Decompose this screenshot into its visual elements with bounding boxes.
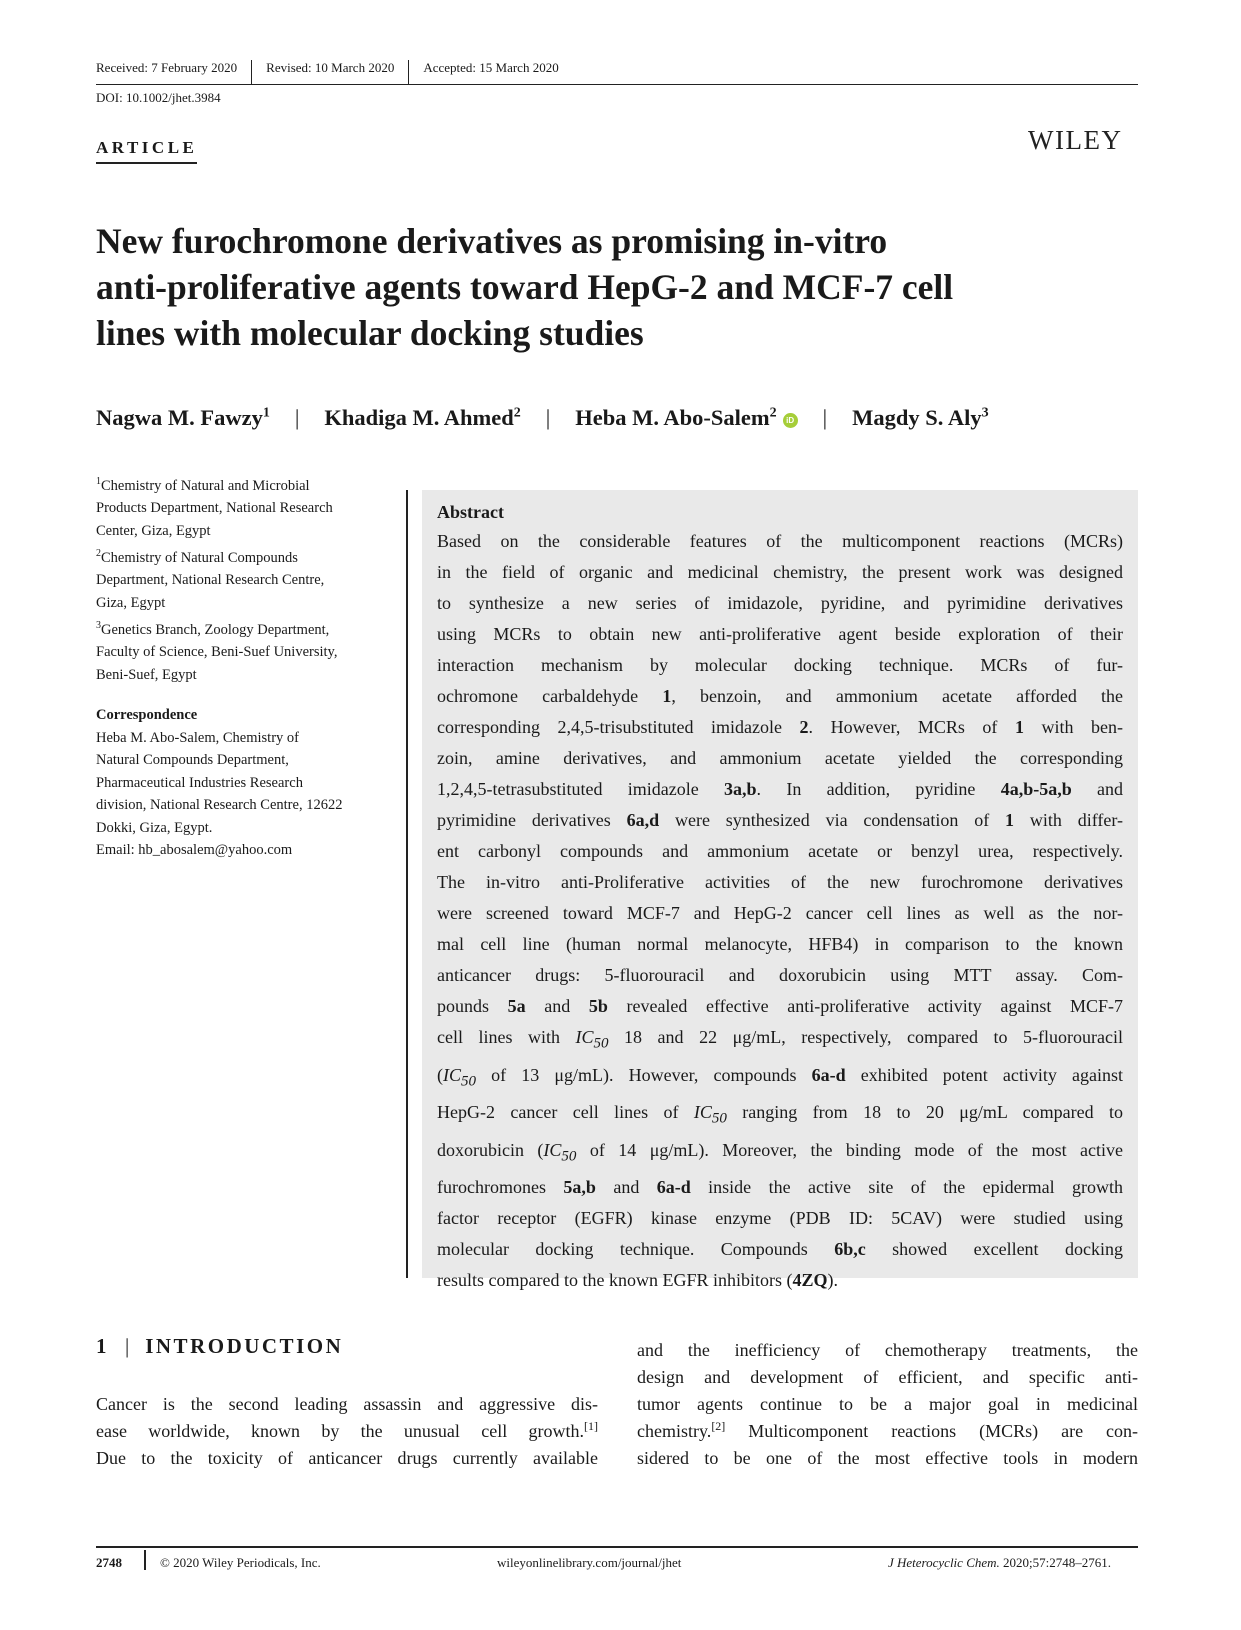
abstract-heading: Abstract bbox=[437, 502, 504, 522]
text-line: zoin, amine derivatives, and ammonium acetate yielded the corresponding bbox=[437, 748, 1123, 768]
text-line: ease worldwide, known by the unusual cell growth.[1] bbox=[96, 1419, 598, 1441]
author-separator: | bbox=[822, 405, 828, 430]
text-line: 1,2,4,5-tetrasubstituted imidazole 3a,b. In addition, pyridine 4a,b-5a,b and bbox=[437, 779, 1123, 799]
text-line: ochromone carbaldehyde 1, benzoin, and ammonium acetate afforded the bbox=[437, 686, 1123, 706]
abstract-box bbox=[422, 490, 1138, 1291]
title-line: lines with molecular docking studies bbox=[96, 313, 644, 353]
text-line: and the inefficiency of chemotherapy treatments, the bbox=[637, 1340, 1138, 1360]
intro-column-right bbox=[637, 1337, 1138, 1472]
author[interactable]: Nagwa M. Fawzy$^1$ bbox=[96, 405, 270, 430]
journal-citation: J Heterocyclic Chem. 2020;57:2748–2761. bbox=[888, 1555, 1112, 1570]
text-line: results compared to the known EGFR inhibitors (4ZQ). bbox=[437, 1270, 838, 1291]
section-heading-introduction: 1 | INTRODUCTION bbox=[96, 1334, 344, 1358]
revised-date: Revised: 10 March 2020 bbox=[266, 60, 409, 84]
text-line: Based on the considerable features of the multicomponent reactions (MCRs) bbox=[437, 531, 1123, 551]
text-line: Due to the toxicity of anticancer drugs currently available bbox=[96, 1448, 598, 1468]
text-line: using MCRs to obtain new anti-proliferative agent beside exploration of their bbox=[437, 624, 1123, 644]
text-line: chemistry.[2] Multicomponent reactions (MCRs) are con- bbox=[637, 1419, 1138, 1441]
correspondence-email[interactable]: Email: hb_abosalem@yahoo.com bbox=[96, 842, 293, 858]
author-list bbox=[96, 405, 989, 431]
publication-dates bbox=[96, 60, 1138, 85]
text-line: furochromones 5a,b and 6a-d inside the active site of the epidermal growth bbox=[437, 1177, 1123, 1198]
paper-title bbox=[96, 218, 1136, 356]
text-line: molecular docking technique. Compounds 6b,c showed excellent docking bbox=[437, 1239, 1123, 1260]
abstract-divider bbox=[406, 490, 408, 1278]
page-number: 2748 bbox=[96, 1555, 122, 1570]
title-line: New furochromone derivatives as promising in-vitro bbox=[96, 221, 888, 261]
text-line: cell lines with $IC_{50}$ 18 and 22 μg/mL, respectively, compared to 5-fluorouracil bbox=[437, 1027, 1123, 1052]
text-line: design and development of efficient, and specific anti- bbox=[637, 1367, 1138, 1387]
correspondence-heading: Correspondence bbox=[96, 707, 198, 723]
publisher-logo: WILEY bbox=[1028, 125, 1123, 155]
received-date: Received: 7 February 2020 bbox=[96, 60, 252, 84]
text-line: to synthesize a new series of imidazole, pyridine, and pyrimidine derivatives bbox=[437, 593, 1123, 613]
text-line: Cancer is the second leading assassin and aggressive dis- bbox=[96, 1394, 598, 1414]
intro-column-left bbox=[96, 1391, 598, 1472]
text-line: The in-vitro anti-Proliferative activities of the new furochromone derivatives bbox=[437, 872, 1123, 892]
author-separator: | bbox=[545, 405, 551, 430]
accepted-date: Accepted: 15 March 2020 bbox=[423, 60, 559, 75]
footer-rule bbox=[96, 1546, 1138, 1548]
correspondence: Correspondence Heba M. Abo-Salem, Chemistry of Natural Compounds Department, Pharmaceutical Industries Research division, National Research Centre, 12622 Dokki, Giza, Egypt. Email: hb_abosalem@yahoo.com bbox=[96, 704, 386, 862]
text-line: sidered to be one of the most effective tools in modern bbox=[637, 1448, 1138, 1468]
doi[interactable]: DOI: 10.1002/jhet.3984 bbox=[96, 90, 221, 105]
affiliation: $^2$Chemistry of Natural Compounds Department, National Research Centre, Giza, Egypt bbox=[96, 548, 325, 611]
title-line: anti-proliferative agents toward HepG-2 and MCF-7 cell bbox=[96, 267, 954, 307]
text-line: anticancer drugs: 5-fluorouracil and doxorubicin using MTT assay. Com- bbox=[437, 965, 1123, 985]
text-line: in the field of organic and medicinal chemistry, the present work was designed bbox=[437, 562, 1123, 582]
author[interactable]: Heba M. Abo-Salem$^2$ iD bbox=[575, 405, 797, 431]
text-line: HepG-2 cancer cell lines of $IC_{50}$ ranging from 18 to 20 μg/mL compared to bbox=[437, 1102, 1124, 1127]
abstract-body bbox=[437, 526, 1123, 1296]
author[interactable]: Magdy S. Aly$^3$ bbox=[852, 405, 989, 430]
copyright: © 2020 Wiley Periodicals, Inc. bbox=[160, 1555, 321, 1570]
footer-divider bbox=[144, 1550, 146, 1570]
text-line: corresponding 2,4,5-trisubstituted imidazole 2. However, MCRs of 1 with ben- bbox=[437, 717, 1124, 737]
affiliation: $^1$Chemistry of Natural and Microbial Products Department, National Research Center, Giza, Egypt bbox=[96, 476, 333, 539]
author-separator: | bbox=[294, 405, 300, 430]
text-line: interaction mechanism by molecular docking technique. MCRs of fur- bbox=[437, 655, 1123, 675]
text-line: ($IC_{50}$ of 13 μg/mL). However, compounds 6a-d exhibited potent activity against bbox=[437, 1064, 1123, 1090]
text-line: ent carbonyl compounds and ammonium acetate or benzyl urea, respectively. bbox=[437, 841, 1123, 861]
journal-url[interactable]: wileyonlinelibrary.com/journal/jhet bbox=[497, 1555, 682, 1570]
text-line: mal cell line (human normal melanocyte, HFB4) in comparison to the known bbox=[437, 934, 1123, 954]
article-type-label: ARTICLE bbox=[96, 138, 197, 164]
text-line: pyrimidine derivatives 6a,d were synthesized via condensation of 1 with differ- bbox=[437, 810, 1123, 830]
text-line: factor receptor (EGFR) kinase enzyme (PDB ID: 5CAV) were studied using bbox=[437, 1208, 1123, 1229]
affiliation: $^3$Genetics Branch, Zoology Department, Faculty of Science, Beni-Suef University, Beni-Suef, Egypt bbox=[96, 620, 338, 683]
text-line: doxorubicin ($IC_{50}$ of 14 μg/mL). Moreover, the binding mode of the most active bbox=[437, 1139, 1123, 1165]
text-line: tumor agents continue to be a major goal in medicinal bbox=[637, 1394, 1138, 1414]
author[interactable]: Khadiga M. Ahmed$^2$ bbox=[324, 405, 521, 430]
orcid-icon[interactable]: iD bbox=[783, 413, 798, 428]
text-line: were screened toward MCF-7 and HepG-2 cancer cell lines as well as the nor- bbox=[437, 903, 1123, 923]
text-line: pounds 5a and 5b revealed effective anti-proliferative activity against MCF-7 bbox=[437, 996, 1124, 1016]
